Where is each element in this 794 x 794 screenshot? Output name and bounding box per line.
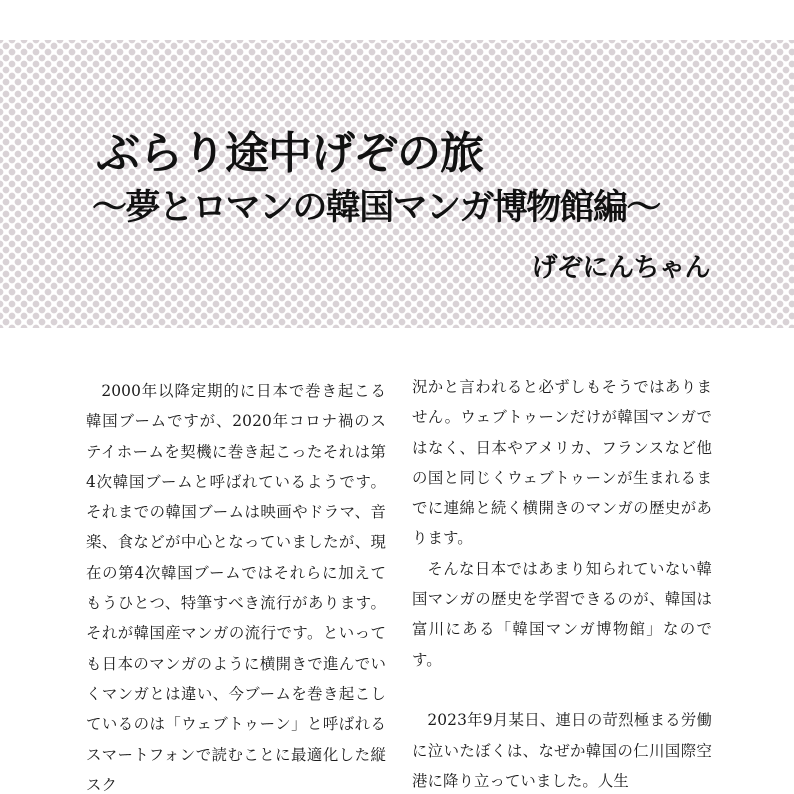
top-margin: [0, 0, 794, 40]
paragraph: そんな日本ではあまり知られていない韓国マンガの歴史を学習できるのが、韓国は富川にある「韓国マンガ博物館」なのです。: [412, 559, 712, 669]
title-header: [0, 40, 794, 328]
body-column-right: [412, 372, 712, 794]
paragraph: 2000年以降定期的に日本で巻き起こる韓国ブームですが、2020年コロナ禍のステイホームを契機に巻き起こったそれは第4次韓国ブームと呼ばれているようです。それまでの韓国ブームは映画やドラマ、音楽、食などが中心となっていましたが、現在の第4次韓国ブームではそれらに加えてもうひとつ、特筆すべき流行があります。それが韓国産マンガの流行です。といっても日本のマンガのように横開きで進んでいくマンガとは違い、今ブームを巻き起こしているのは「ウェブトゥーン」と呼ばれるスマートフォンで読むことに最適化した縦スク: [86, 382, 386, 794]
paragraph-spacer: [412, 675, 712, 705]
article-subtitle: ～夢とロマンの韓国マンガ博物館編～: [92, 188, 660, 228]
author-name: げぞにんちゃん: [531, 253, 710, 283]
paragraph: 況かと言われると必ずしもそうではありません。ウェブトゥーンだけが韓国マンガではなく、日本やアメリカ、フランスなど他の国と同じくウェブトゥーンが生まれるまでに連綿と続く横開きのマンガの歴史があります。: [412, 378, 712, 548]
article-title: ぶらり途中げぞの旅: [96, 128, 483, 179]
paragraph: 2023年9月某日、連日の苛烈極まる労働に泣いたぼくは、なぜか韓国の仁川国際空港に降り立っていました。人生: [412, 711, 712, 790]
body-column-left: [86, 376, 386, 794]
